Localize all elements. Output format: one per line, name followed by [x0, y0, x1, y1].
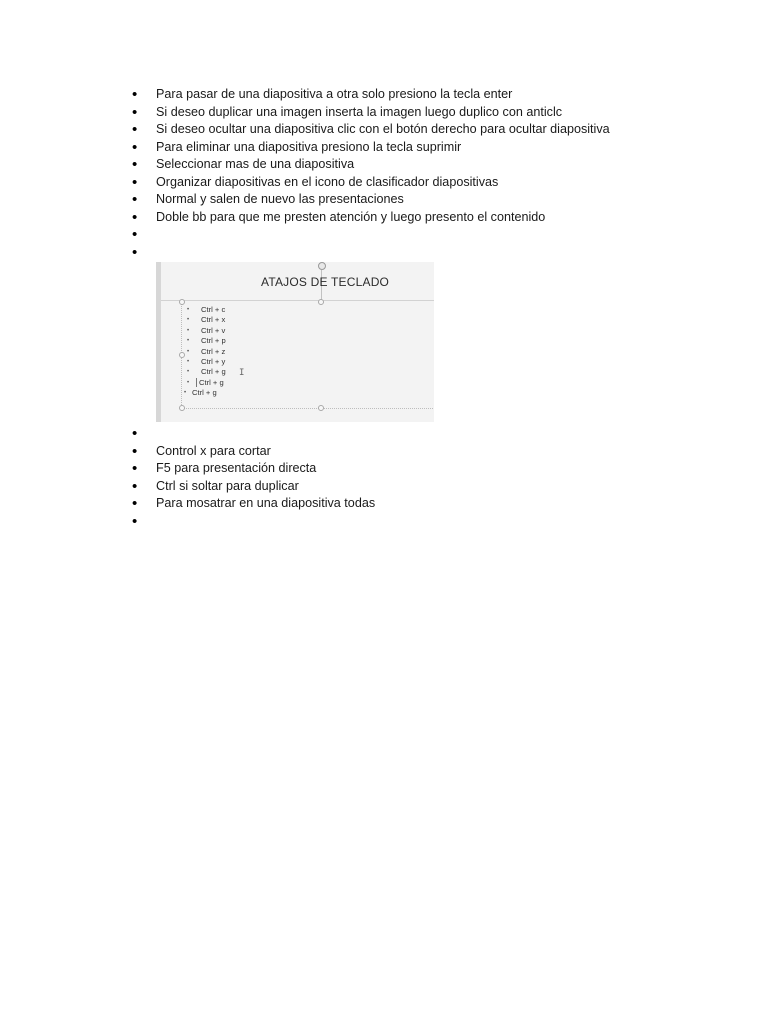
text-cursor-icon: I — [239, 368, 245, 378]
list-item: • Organizar diapositivas en el icono de clasificador diapositivas — [132, 174, 732, 192]
shortcut-list — [183, 305, 226, 399]
list-item: • Para eliminar una diapositiva presiono la tecla suprimir — [132, 139, 732, 157]
list-item: • Para pasar de una diapositiva a otra solo presiono la tecla enter — [132, 86, 732, 104]
shortcut-item: • Ctrl + y — [183, 357, 226, 367]
list-item: • Si deseo ocultar una diapositiva clic con el botón derecho para ocultar diapositiva — [132, 121, 732, 139]
list-item: • Normal y salen de nuevo las presentaciones — [132, 191, 732, 209]
list-item-empty — [132, 244, 732, 262]
list-item-empty — [132, 425, 732, 443]
list-item: • Seleccionar mas de una diapositiva — [132, 156, 732, 174]
shortcut-item: • Ctrl + c — [183, 305, 226, 315]
list-item: • Doble bb para que me presten atención y luego presento el contenido — [132, 209, 732, 227]
list-item: • F5 para presentación directa — [132, 460, 732, 478]
slide-screenshot-image — [156, 262, 434, 422]
shortcut-item-text: Ctrl + g — [196, 378, 224, 387]
shortcut-item — [183, 378, 226, 388]
list-item-empty — [132, 226, 732, 244]
slide-title: ATAJOS DE TECLADO — [261, 275, 390, 289]
list-item: • Para mosatrar en una diapositiva todas — [132, 495, 732, 513]
shortcut-item: • Ctrl + g — [183, 367, 226, 377]
resize-handle-icon — [318, 299, 324, 305]
list-item: • Control x para cortar — [132, 443, 732, 461]
rotate-handle-icon — [318, 262, 326, 270]
resize-handle-icon — [318, 405, 324, 411]
list-item: • Ctrl si soltar para duplicar — [132, 478, 732, 496]
list-item-empty — [132, 513, 732, 531]
shortcut-item: • Ctrl + x — [183, 315, 226, 325]
shortcut-item: • Ctrl + z — [183, 347, 226, 357]
shortcut-item: • Ctrl + v — [183, 326, 226, 336]
list-item: • Si deseo duplicar una imagen inserta la imagen luego duplico con anticlc — [132, 104, 732, 122]
bullet-list-bottom — [132, 425, 732, 530]
bullet-list-top — [132, 86, 732, 261]
resize-handle-icon — [179, 405, 185, 411]
shortcut-item: • Ctrl + p — [183, 336, 226, 346]
shortcut-item: • Ctrl + g — [183, 388, 226, 398]
